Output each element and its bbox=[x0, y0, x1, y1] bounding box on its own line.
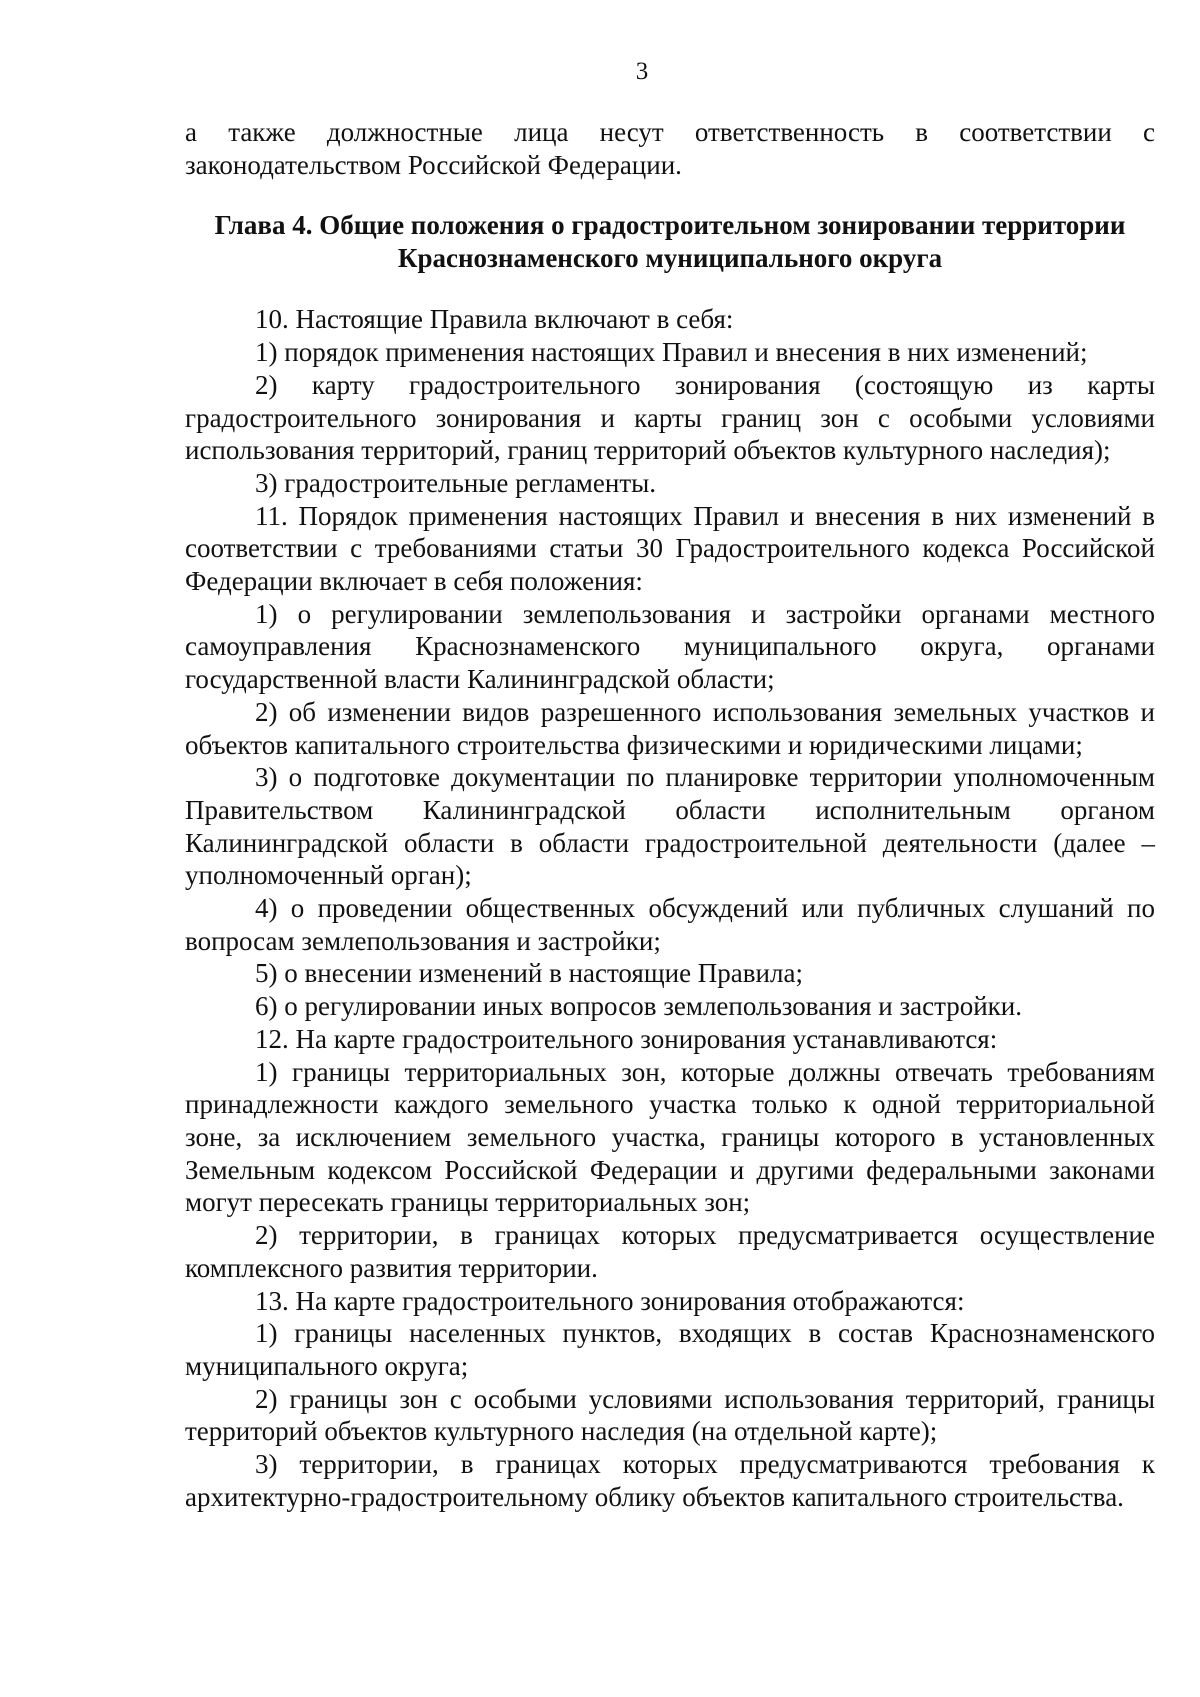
paragraph-13-item-2: 2) границы зон с особыми условиями использования территорий, границы территорий объектов культурного наследия (на отдельной карте); bbox=[185, 1383, 1155, 1447]
paragraph-12-item-2: 2) территории, в границах которых предусматривается осуществление комплексного развития территории. bbox=[185, 1220, 1155, 1283]
document-body bbox=[185, 116, 1155, 1513]
paragraph-11-item-4: 4) о проведении общественных обсуждений или публичных слушаний по вопросам землепользования и застройки; bbox=[185, 893, 1155, 956]
paragraph-11-item-3: 3) о подготовке документации по планировке территории уполномоченным Правительством Калининградской области исполнительным органом Калининградской области в области градостроительной деятельности (далее – уполномоченный орган); bbox=[185, 762, 1155, 891]
paragraph-10-item-2: 2) карту градостроительного зонирования (состоящую из карты градостроительного зонирования и карты границ зон с особыми условиями использования территорий, границ территорий объектов культурного наследия); bbox=[185, 369, 1155, 466]
paragraph-11: 11. Порядок применения настоящих Правил и внесения в них изменений в соответствии с требованиями статьи 30 Градостроительного кодекса Российской Федерации включает в себя положения: bbox=[185, 500, 1155, 597]
chapter-heading-line-2: Краснознаменского муниципального округа bbox=[397, 243, 943, 274]
paragraph-10: 10. Настоящие Правила включают в себя: bbox=[255, 304, 734, 335]
paragraph-12-item-1: 1) границы территориальных зон, которые должны отвечать требованиям принадлежности каждого земельного участка только к одной территориальной зоне, за исключением земельного участка, границы которого в установленных Земельным кодексом Российской Федерации и другими федеральными законами могут пересекать границы территориальных зон; bbox=[185, 1056, 1155, 1218]
intro-paragraph: а также должностные лица несут ответственность в соответствии с законодательством Российской Федерации. bbox=[185, 117, 1155, 180]
paragraph-12: 12. На карте градостроительного зонирования устанавливаются: bbox=[255, 1023, 998, 1054]
paragraph-11-item-5: 5) о внесении изменений в настоящие Правила; bbox=[255, 958, 803, 989]
paragraph-11-item-6: 6) о регулировании иных вопросов землепользования и застройки. bbox=[255, 991, 1022, 1022]
paragraph-10-item-3: 3) градостроительные регламенты. bbox=[255, 467, 657, 498]
page-number: 3 bbox=[635, 58, 649, 85]
paragraph-13-item-1: 1) границы населенных пунктов, входящих в состав Краснознаменского муниципального округа; bbox=[185, 1318, 1155, 1381]
paragraph-13-item-3: 3) территории, в границах которых предусматриваются требования к архитектурно-градостроительному облику объектов капитального строительства. bbox=[185, 1449, 1155, 1512]
chapter-heading-line-1: Глава 4. Общие положения о градостроительном зонировании территории bbox=[214, 210, 1126, 241]
paragraph-11-item-1: 1) о регулировании землепользования и застройки органами местного самоуправления Краснознаменского муниципального округа, органами государственной власти Калининградской области; bbox=[185, 598, 1155, 695]
paragraph-11-item-2: 2) об изменении видов разрешенного использования земельных участков и объектов капитального строительства физическими и юридическими лицами; bbox=[185, 696, 1155, 760]
paragraph-13: 13. На карте градостроительного зонирования отображаются: bbox=[255, 1285, 965, 1316]
paragraph-10-item-1: 1) порядок применения настоящих Правил и внесения в них изменений; bbox=[255, 337, 1088, 368]
chapter-heading bbox=[185, 209, 1155, 275]
